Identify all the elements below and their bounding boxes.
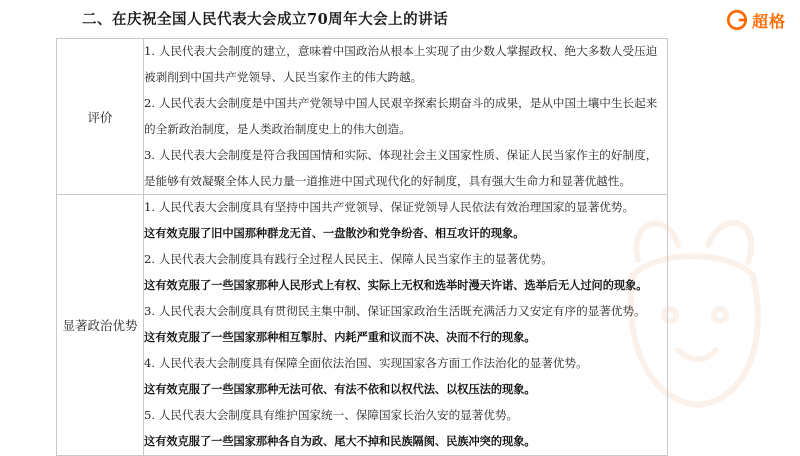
text-line: 1. 人民代表大会制度具有坚持中国共产党领导、保证党领导人民依法有效治理国家的显著优势。 [144,200,635,215]
text-line: 2. 人民代表大会制度是中国共产党领导中国人民艰辛探索长期奋斗的成果，是从中国土壤中生长起来 [144,95,658,110]
section-content [144,39,668,195]
text-line: 4. 人民代表大会制度具有保障全面依法治国、实现国家各方面工作法治化的显著优势。 [144,355,588,370]
text-line: 3. 人民代表大会制度是符合我国国情和实际、体现社会主义国家性质、保证人民当家作主的好制度， [144,147,658,162]
section-label: 显著政治优势 [57,195,144,455]
text-line: 1. 人民代表大会制度的建立，意味着中国政治从根本上实现了由少数人掌握政权、绝大多数人受压迫 [144,44,658,58]
text-line: 这有效克服了一些国家那种相互掣肘、内耗严重和议而不决、决而不行的现象。 [144,330,536,344]
text-line: 3. 人民代表大会制度具有贯彻民主集中制、保证国家政治生活既充满活力又安定有序的显著优势。 [144,304,646,319]
text-line: 这有效克服了一些国家那种各自为政、尾大不掉和民族隔阂、民族冲突的现象。 [144,434,536,448]
section-row-political-advantages [57,195,668,455]
brand-logo [726,8,786,32]
text-line: 这有效克服了旧中国那种群龙无首、一盘散沙和党争纷沓、相互攻讦的现象。 [144,227,525,241]
brand-logo-text: 超格 [751,11,786,31]
text-line: 2. 人民代表大会制度具有践行全过程人民民主、保障人民当家作主的显著优势。 [144,252,553,267]
notes-table [56,38,668,456]
c-circle-logo-icon [726,9,748,31]
text-line: 5. 人民代表大会制度具有维护国家统一、保障国家长治久安的显著优势。 [144,407,519,422]
text-line: 这有效克服了一些国家那种人民形式上有权、实际上无权和选举时漫天许诺、选举后无人过问的现象。 [144,279,648,293]
section-row-evaluation [57,39,668,195]
text-line: 是能够有效凝聚全体人民力量一道推进中国式现代化的好制度，具有强大生命力和显著优越性。 [144,173,631,188]
section-content [144,195,668,455]
section-label: 评价 [57,39,144,195]
text-line: 的全新政治制度，是人类政治制度史上的伟大创造。 [144,121,411,136]
page-heading: 二、在庆祝全国人民代表大会成立70周年大会上的讲话 [82,11,449,28]
text-line: 被剥削到中国共产党领导、人民当家作主的伟大跨越。 [144,69,423,84]
text-line: 这有效克服了一些国家那种无法可依、有法不依和以权代法、以权压法的现象。 [144,382,536,396]
